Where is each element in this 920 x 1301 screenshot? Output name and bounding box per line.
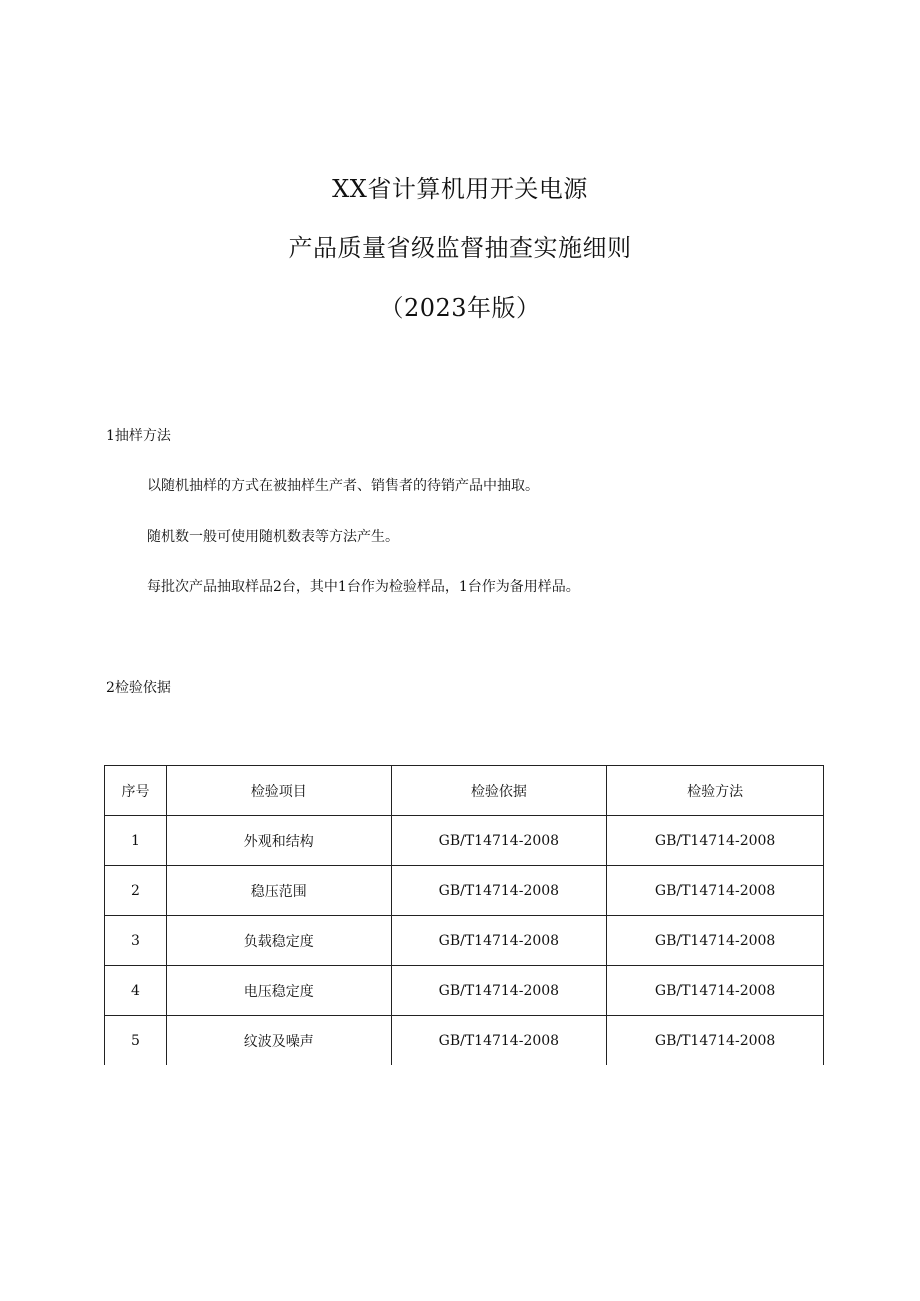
cell-inspection-method: GB/T14714-2008 bbox=[607, 816, 824, 866]
table-row bbox=[105, 966, 824, 1016]
cell-serial-number: 2 bbox=[105, 866, 167, 916]
cell-inspection-item: 稳压范围 bbox=[166, 866, 391, 916]
cell-inspection-basis: GB/T14714-2008 bbox=[391, 916, 607, 966]
table-row bbox=[105, 866, 824, 916]
table-row bbox=[105, 1016, 824, 1066]
header-inspection-basis: 检验依据 bbox=[391, 766, 607, 816]
paragraph-sampling-method: 以随机抽样的方式在被抽样生产者、销售者的待销产品中抽取。 bbox=[147, 478, 539, 494]
cell-serial-number: 5 bbox=[105, 1016, 167, 1066]
document-title-line-2: 产品质量省级监督抽查实施细则 bbox=[288, 234, 632, 262]
document-edition: （2023年版） bbox=[379, 294, 541, 322]
cell-serial-number: 1 bbox=[105, 816, 167, 866]
section-heading-inspection-basis: 2检验依据 bbox=[106, 680, 171, 696]
cell-serial-number: 4 bbox=[105, 966, 167, 1016]
cell-inspection-basis: GB/T14714-2008 bbox=[391, 816, 607, 866]
header-inspection-item: 检验项目 bbox=[166, 766, 391, 816]
cell-inspection-method: GB/T14714-2008 bbox=[607, 1016, 824, 1066]
cell-inspection-item: 外观和结构 bbox=[166, 816, 391, 866]
cell-inspection-basis: GB/T14714-2008 bbox=[391, 1016, 607, 1066]
table-header-row bbox=[105, 766, 824, 816]
cell-inspection-item: 负载稳定度 bbox=[166, 916, 391, 966]
cell-inspection-method: GB/T14714-2008 bbox=[607, 966, 824, 1016]
header-inspection-method: 检验方法 bbox=[607, 766, 824, 816]
paragraph-sample-quantity: 每批次产品抽取样品2台，其中1台作为检验样品，1台作为备用样品。 bbox=[147, 579, 580, 595]
cell-inspection-method: GB/T14714-2008 bbox=[607, 916, 824, 966]
paragraph-random-numbers: 随机数一般可使用随机数表等方法产生。 bbox=[147, 529, 399, 545]
cell-inspection-basis: GB/T14714-2008 bbox=[391, 966, 607, 1016]
inspection-table bbox=[104, 765, 824, 1065]
section-heading-sampling-method: 1抽样方法 bbox=[106, 428, 171, 444]
document-title-line-1: XX省计算机用开关电源 bbox=[332, 175, 588, 203]
table-row bbox=[105, 816, 824, 866]
header-serial-number: 序号 bbox=[105, 766, 167, 816]
cell-inspection-basis: GB/T14714-2008 bbox=[391, 866, 607, 916]
cell-inspection-item: 纹波及噪声 bbox=[166, 1016, 391, 1066]
cell-serial-number: 3 bbox=[105, 916, 167, 966]
cell-inspection-method: GB/T14714-2008 bbox=[607, 866, 824, 916]
table-row bbox=[105, 916, 824, 966]
cell-inspection-item: 电压稳定度 bbox=[166, 966, 391, 1016]
